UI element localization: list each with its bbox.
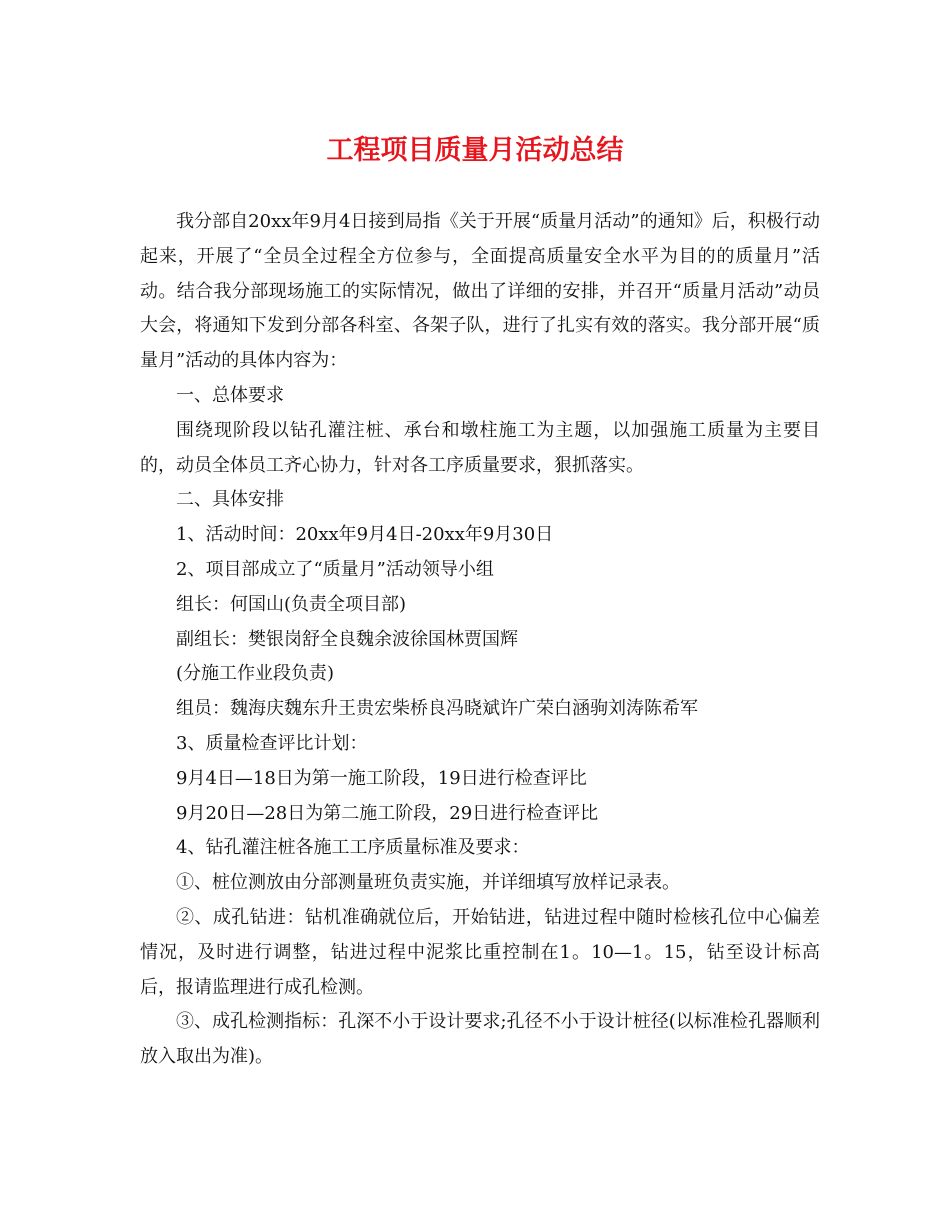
members-line: 组员：魏海庆魏东升王贵宏柴桥良冯晓斌许广荣白涵驹刘涛陈希军 bbox=[176, 698, 698, 720]
deputy-responsibility-line: (分施工作业段负责) bbox=[176, 663, 335, 685]
leadership-group-line: 2、项目部成立了“质量月”活动领导小组 bbox=[176, 558, 494, 580]
phase-two-line: 9月20日—28日为第二施工阶段，29日进行检查评比 bbox=[176, 802, 599, 824]
deputy-leaders-line: 副组长：樊银岗舒全良魏余波徐国林贾国辉 bbox=[176, 628, 518, 650]
section-heading-arrangements: 二、具体安排 bbox=[176, 489, 284, 511]
intro-paragraph: 我分部自20xx年9月4日接到局指《关于开展“质量月活动”的通知》后，积极行动起来，开展了“全员全过程全方位参与，全面提高质量安全水平为目的的质量月”活动。结合我分部现场施工的实际情况，做出了详细的安排，并召开“质量月活动”动员大会，将通知下发到分部各科室、各架子队，进行了扎实有效的落实。我分部开展“质量月”活动的具体内容为： bbox=[140, 211, 820, 372]
document-body bbox=[140, 205, 820, 1075]
group-leader-line: 组长：何国山(负责全项目部) bbox=[176, 593, 407, 615]
section-heading-general-requirements: 一、总体要求 bbox=[176, 384, 284, 406]
standard-item-1: ①、桩位测放由分部测量班负责实施，并详细填写放样记录表。 bbox=[176, 872, 680, 894]
document-title: 工程项目质量月活动总结 bbox=[326, 135, 624, 166]
inspection-plan-heading: 3、质量检查评比计划： bbox=[176, 732, 368, 754]
standard-item-3: ③、成孔检测指标：孔深不小于设计要求;孔径不小于设计桩径(以标准检孔器顺利放入取出为准)。 bbox=[140, 1011, 820, 1068]
quality-standards-heading: 4、钻孔灌注桩各施工工序质量标准及要求： bbox=[176, 837, 530, 859]
phase-one-line: 9月4日—18日为第一施工阶段，19日进行检查评比 bbox=[176, 767, 587, 789]
general-requirements-paragraph: 围绕现阶段以钻孔灌注桩、承台和墩柱施工为主题，以加强施工质量为主要目的，动员全体员工齐心协力，针对各工序质量要求，狠抓落实。 bbox=[140, 419, 820, 476]
activity-time-line: 1、活动时间：20xx年9月4日-20xx年9月30日 bbox=[176, 524, 554, 546]
standard-item-2: ②、成孔钻进：钻机准确就位后，开始钻进，钻进过程中随时检核孔位中心偏差情况，及时进行调整，钻进过程中泥浆比重控制在1。10—1。15，钻至设计标高后，报请监理进行成孔检测。 bbox=[140, 906, 820, 998]
